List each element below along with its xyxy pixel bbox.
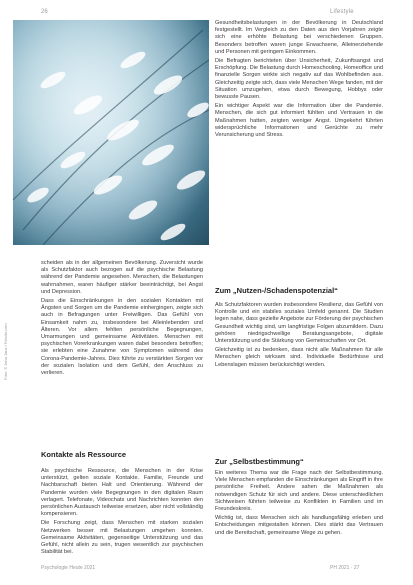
paragraph: Als Schutzfaktoren wurden insbesondere Resilienz, das Gefühl von Kontrolle und ein stabiles soziales Umfeld genannt. Die Studien legen nahe, dass gezielte Angebote zur Förderung der psychischen Gesundheit wichtig sind, um langfristige Folgen abzumildern. Dazu gehören niedrigschwellige Beratungsangebote, digitale Unterstützung und die Stärkung von Gemeinschaften vor Ort. — [215, 302, 383, 345]
section-label: Lifestyle — [330, 9, 354, 15]
heading-kontakte: Kontakte als Ressource — [41, 450, 127, 459]
left-column-bottom — [41, 468, 203, 558]
paragraph: scheiden als in der allgemeinen Bevölkerung. Zuversicht wurde als Schutzfaktor auch bezogen auf die psychische Belastung während der Pandemie angesehen. Menschen, die Belastungen wahrnahmen, waren häufiger stärker beeinträchtigt, bei Angst und Depression. — [41, 260, 203, 295]
right-column-middle — [215, 302, 383, 371]
paragraph: Dass die Einschränkungen in den sozialen Kontakten mit Ängsten und Sorgen um die Pandemie einhergingen, zeigte sich auch in Befragungen unter Freiwilligen. Das Gefühl von Einsamkeit nahm zu, insbesondere bei Alleinlebenden und Älteren. Vor allem fehlten persönliche Begegnungen, Umarmungen und gemeinsame Aktivitäten. Menschen mit psychischen Vorerkrankungen waren dabei besonders betroffen; sie erlebten eine Zunahme von Symptomen während des Corona-Pandemie-Jahres. Dies führte zu verstärkten Sorgen vor der sozialen Isolation und dem Gefühl, den Anschluss zu verlieren. — [41, 298, 203, 377]
heading-selbstbestimmung: Zur „Selbstbestimmung“ — [215, 457, 304, 466]
paragraph: Wichtig ist, dass Menschen sich als handlungsfähig erleben und Entscheidungen mitgestalten können. Dies stärkt das Vertrauen und die Bereitschaft, gemeinsame Wege zu gehen. — [215, 515, 383, 536]
paragraph: Gleichzeitig ist zu bedenken, dass nicht alle Maßnahmen für alle Menschen gleich wirksam sind. Individuelle Bedürfnisse und Lebenslagen müssen berücksichtigt werden. — [215, 347, 383, 368]
paragraph: Die Forschung zeigt, dass Menschen mit starken sozialen Netzwerken besser mit Belastungen umgehen konnten. Gemeinsame Aktivitäten, gegenseitige Unterstützung und das Gefühl, nicht allein zu sein, trugen wesentlich zur psychischen Stabilität bei. — [41, 520, 203, 556]
paragraph: Ein weiteres Thema war die Frage nach der Selbstbestimmung. Viele Menschen empfanden die Einschränkungen als Eingriff in ihre persönliche Freiheit. Andere sahen die Maßnahmen als notwendigen Schutz für sich und andere. Diese unterschiedlichen Sichtweisen führten teilweise zu Konflikten in Familien und im Freundeskreis. — [215, 470, 383, 513]
paragraph: Die Befragten berichteten über Unsicherheit, Zukunftsangst und Erschöpfung. Die Belastung durch Homeschooling, Homeoffice und finanzielle Sorgen wirkte sich negativ auf das Wohlbefinden aus. Gleichzeitig zeigte sich, dass viele Menschen Wege fanden, mit der Situation umzugehen, etwa durch Bewegung, Hobbys oder bewusste Pausen. — [215, 58, 383, 101]
right-column-top — [215, 20, 383, 141]
feather-photo — [13, 20, 209, 245]
paragraph: Als psychische Ressource, die Menschen in der Krise unterstützt, gelten soziale Kontakte. Familie, Freunde und Nachbarschaft bieten Halt und Orientierung. Während der Pandemie wurden viele Begegnungen in den digitalen Raum verlagert. Telefonate, Videochats und Nachrichten konnten den persönlichen Austausch teilweise ersetzen, aber nicht vollständig kompensieren. — [41, 468, 203, 518]
feather-pattern-icon — [13, 20, 209, 245]
footer-right: PH 2021 · 27 — [330, 565, 360, 571]
heading-nutzen: Zum „Nutzen-/Schadenspotenzial“ — [215, 286, 338, 295]
right-column-bottom — [215, 470, 383, 539]
photo-credit — [3, 60, 11, 380]
left-column-top — [41, 260, 203, 379]
paragraph: Ein wichtiger Aspekt war die Information über die Pandemie. Menschen, die sich gut informiert fühlten und Vertrauen in die Maßnahmen hatten, zeigten weniger Angst. Umgekehrt führten widersprüchliche Informationen und Gerüchte zu mehr Verunsicherung und Stress. — [215, 103, 383, 139]
footer-left: Psychologie Heute 2021 — [41, 565, 96, 571]
photo-credit-text: Foto: © Jana Jans / Fotolia.com — [3, 323, 8, 380]
page-number: 26 — [41, 9, 48, 15]
paragraph: Gesundheitsbelastungen in der Bevölkerung in Deutschland festgestellt. Im Vergleich zu den Daten aus den Vorjahren zeigte sich eine erhöhte Belastung bei verschiedenen Gruppen. Besonders betroffen waren junge Erwachsene, Alleinerziehende und Personen mit geringem Einkommen. — [215, 20, 383, 55]
